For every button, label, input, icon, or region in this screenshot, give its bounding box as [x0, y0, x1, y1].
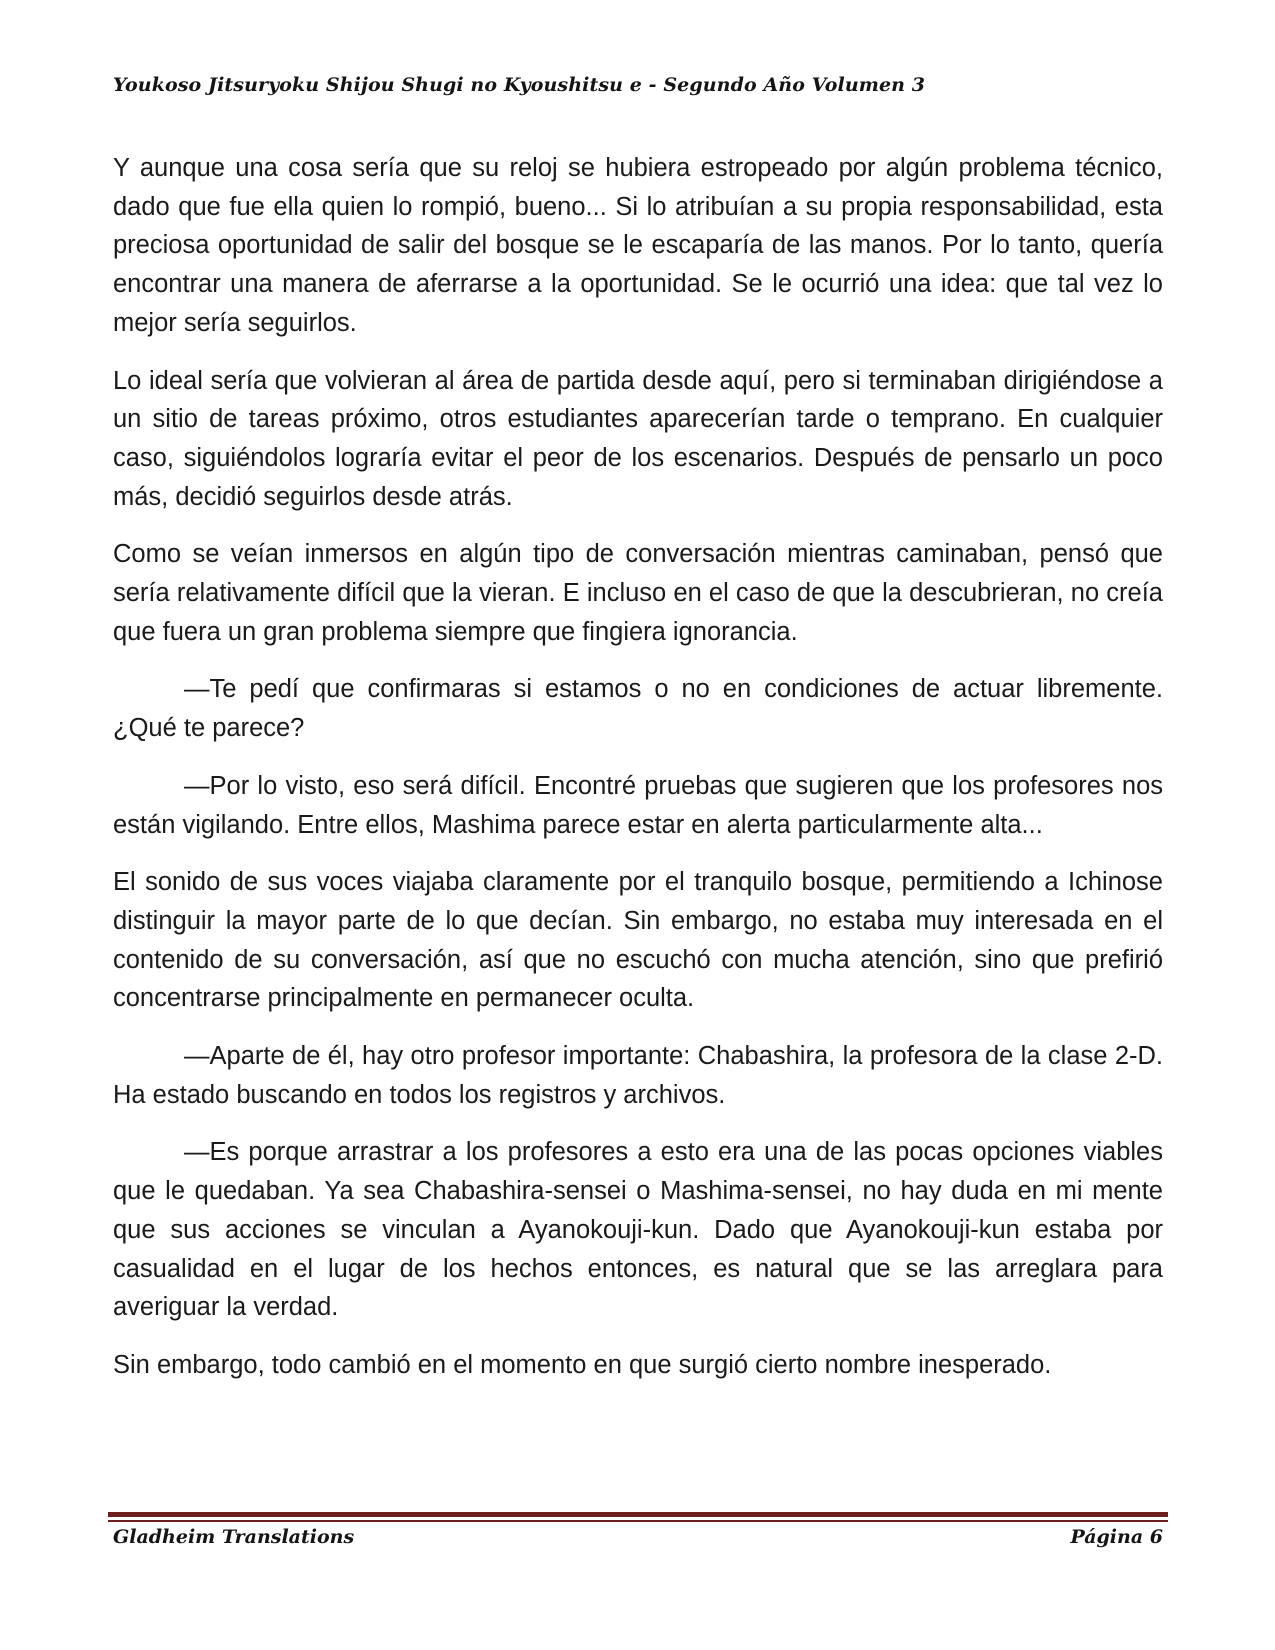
- paragraph: Sin embargo, todo cambió en el momento en que surgió cierto nombre inesperado.: [113, 1350, 1052, 1379]
- paragraph: El sonido de sus voces viajaba claramente por el tranquilo bosque, permitiendo a Ichinose distinguir la mayor parte de lo que decían. Sin embargo, no estaba muy interesada en el contenido de su conversación, así que no escuchó con mucha atención, sino que prefirió concentrarse principalmente en permanecer oculta.: [113, 868, 1163, 1013]
- paragraph: Y aunque una cosa sería que su reloj se hubiera estropeado por algún problema técnico, dado que fue ella quien lo rompió, bueno... Si lo atribuían a su propia responsabilidad, esta preciosa oportunidad de salir del bosque se le escaparía de las manos. Por lo tanto, quería encontrar una manera de aferrarse a la oportunidad. Se le ocurrió una idea: que tal vez lo mejor sería seguirlos.: [113, 154, 1163, 337]
- dialogue-paragraph: —Por lo visto, eso será difícil. Encontré pruebas que sugieren que los profesores nos están vigilando. Entre ellos, Mashima parece estar en alerta particularmente alta...: [113, 771, 1163, 839]
- footer-credit: Gladheim Translations: [113, 1526, 355, 1548]
- dialogue-paragraph: —Te pedí que confirmaras si estamos o no en condiciones de actuar libremente. ¿Qué te parece?: [113, 675, 1163, 743]
- page-number: Página 6: [1070, 1526, 1163, 1548]
- paragraph: Lo ideal sería que volvieran al área de partida desde aquí, pero si terminaban dirigiéndose a un sitio de tareas próximo, otros estudiantes aparecerían tarde o temprano. En cualquier caso, siguiéndolos lograría evitar el peor de los escenarios. Después de pensarlo un poco más, decidió seguirlos desde atrás.: [113, 366, 1163, 511]
- dialogue-paragraph: —Es porque arrastrar a los profesores a esto era una de las pocas opciones viables que le quedaban. Ya sea Chabashira-sensei o Mashima-sensei, no hay duda en mi mente que sus acciones se vinculan a Ayanokouji-kun. Dado que Ayanokouji-kun estaba por casualidad en el lugar de los hechos entonces, es natural que se las arreglara para averiguar la verdad.: [113, 1138, 1163, 1322]
- running-header: Youkoso Jitsuryoku Shijou Shugi no Kyoushitsu e - Segundo Año Volumen 3: [113, 74, 926, 96]
- dialogue-paragraph: —Aparte de él, hay otro profesor importante: Chabashira, la profesora de la clase 2-D. Ha estado buscando en todos los registros y archivos.: [113, 1042, 1163, 1109]
- page-body: [113, 149, 1163, 1404]
- footer-divider-thick: [108, 1512, 1168, 1517]
- footer-divider-thin: [108, 1520, 1168, 1522]
- paragraph: Como se veían inmersos en algún tipo de conversación mientras caminaban, pensó que sería relativamente difícil que la vieran. E incluso en el caso de que la descubrieran, no creía que fuera un gran problema siempre que fingiera ignorancia.: [113, 540, 1163, 646]
